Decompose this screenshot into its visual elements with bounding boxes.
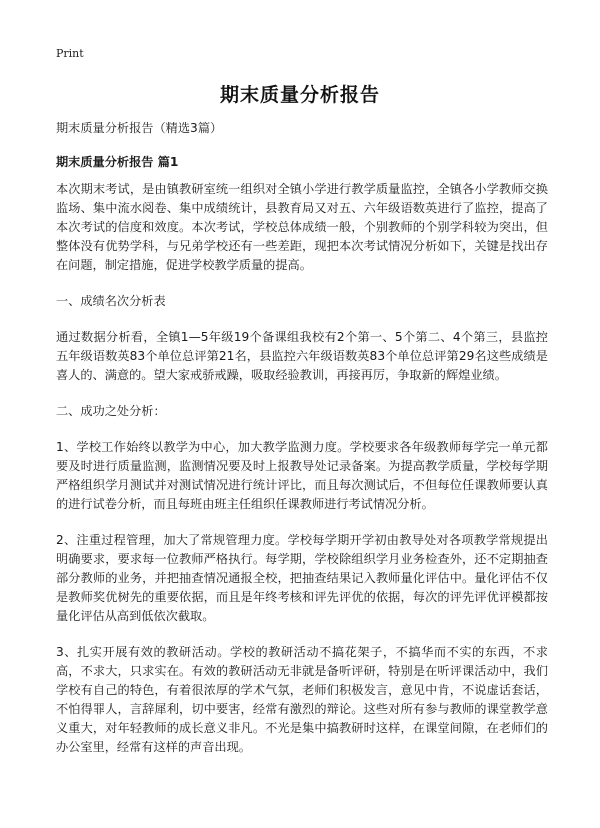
ranking-paragraph: 通过数据分析看，全镇1—5年级19个备课组我校有2个第一、5个第二、4个第三，县监控五年级语数英83个单位总评第21名，县监控六年级语数英83个单位总评第29名这些成绩是喜人的、满意的。望大家戒骄戒躁，吸取经验教训，再接再厉，争取新的辉煌业绩。: [56, 330, 548, 382]
heading-success-analysis: 二、成功之处分析：: [56, 404, 166, 418]
page-title: 期末质量分析报告: [219, 84, 380, 106]
document-subtitle: 期末质量分析报告（精选3篇）: [56, 121, 223, 135]
print-link[interactable]: Print: [56, 47, 84, 60]
heading-ranking-analysis: 一、成绩名次分析表: [56, 294, 166, 308]
success-item-3: 3、扎实开展有效的教研活动。学校的教研活动不搞花架子，不搞华而不实的东西，不求高，不求大，只求实在。有效的教研活动无非就是备听评研，特别是在听评课活动中，我们学校有自己的特色，有着很浓厚的学术气氛，老师们积极发言，意见中肯，不说虚话套话，不怕得罪人，言辞犀利，切中要害，经常有激烈的辩论。这些对所有参与教师的课堂教学意义重大，对年轻教师的成长意义非凡。不光是集中搞教研时这样，在课堂间隙，在老师们的办公室里，经常有这样的声音出现。: [56, 645, 548, 754]
document-body: [56, 119, 548, 774]
section-title: 期末质量分析报告 篇1: [56, 155, 179, 169]
success-item-1: 1、学校工作始终以教学为中心，加大教学监测力度。学校要求各年级教师每学完一单元都要及时进行质量监测，监测情况要及时上报教导处记录备案。为提高教学质量，学校每学期严格组织学月测试并对测试情况进行统计评比，而且每次测试后，不但每位任课教师要认真的进行试卷分析，而且每班由班主任组织任课教师进行考试情况分析。: [56, 440, 548, 511]
success-item-2: 2、注重过程管理，加大了常规管理力度。学校每学期开学初由教导处对各项教学常规提出明确要求，要求每一位教师严格执行。每学期，学校除组织学月业务检查外，还不定期抽查部分教师的业务，并把抽查情况通报全校，把抽查结果记入教师量化评估中。量化评估不仅是教师奖优树先的重要依据，而且是年终考核和评先评优的依据，每次的评先评优评模都按量化评估从高到低依次截取。: [56, 533, 548, 623]
intro-paragraph: 本次期末考试，是由镇教研室统一组织对全镇小学进行教学质量监控，全镇各小学教师交换监场、集中流水阅卷、集中成绩统计，县教育局又对五、六年级语数英进行了监控，提高了本次考试的信度和效度。本次考试，学校总体成绩一般，个别教师的个别学科较为突出，但整体没有优势学科，与兄弟学校还有一些差距，现把本次考试情况分析如下，关键是找出存在问题，制定措施，促进学校教学质量的提高。: [56, 182, 548, 272]
